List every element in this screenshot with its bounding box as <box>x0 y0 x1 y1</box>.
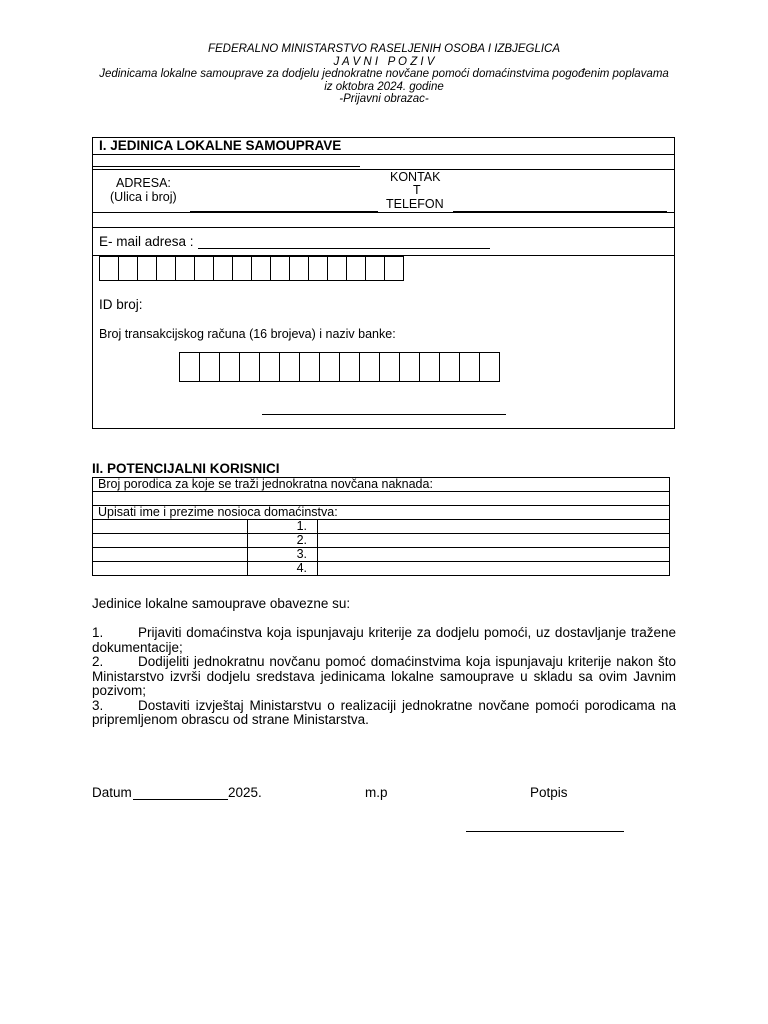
digit-box[interactable] <box>176 256 195 281</box>
holder-name-field[interactable] <box>318 520 670 534</box>
divider <box>93 227 674 228</box>
id-label: ID broj: <box>99 297 143 312</box>
bank-name-field[interactable] <box>262 414 506 415</box>
digit-box[interactable] <box>380 352 400 382</box>
table-cell[interactable] <box>93 562 248 576</box>
table-row <box>93 534 670 548</box>
digit-box[interactable] <box>195 256 214 281</box>
section2-title: II. POTENCIJALNI KORISNICI <box>92 461 280 476</box>
divider <box>93 169 674 170</box>
call-title: J A V N I P O Z I V <box>333 55 435 68</box>
digit-box[interactable] <box>180 352 200 382</box>
digit-box[interactable] <box>480 352 500 382</box>
digit-box[interactable] <box>440 352 460 382</box>
municipality-name-line[interactable] <box>93 166 360 167</box>
digit-box[interactable] <box>385 256 404 281</box>
subject-line-1: Jedinicama lokalne samouprave za dodjelu jednokratne novčane pomoći domaćinstvima pogođenim poplavama <box>99 68 669 80</box>
obligation-item: 2. Dodijeliti jednokratnu novčanu pomoć domaćinstvima koja ispunjavaju kriterije nakon što Ministarstvo izvrši dodjelu sredstava jedinicama lokalne samouprave u skladu sa ovim Javnim pozivom; <box>92 654 676 698</box>
obligations-intro: Jedinice lokalne samouprave obavezne su: <box>92 596 351 611</box>
digit-box[interactable] <box>328 256 347 281</box>
families-label: Broj porodica za koje se traži jednokratna novčana naknada: <box>93 478 670 492</box>
digit-box[interactable] <box>200 352 220 382</box>
phone-label: TELEFON <box>386 197 444 211</box>
digit-box[interactable] <box>290 256 309 281</box>
signature-label: Potpis <box>530 785 568 800</box>
divider <box>93 154 674 155</box>
holder-name-field[interactable] <box>318 534 670 548</box>
holder-name-field[interactable] <box>318 548 670 562</box>
digit-box[interactable] <box>233 256 252 281</box>
digit-box[interactable] <box>240 352 260 382</box>
obligation-item: 3. Dostaviti izvještaj Ministarstvu o realizaciji jednokratne novčane pomoći porodicama na pripremljenom obrascu od strane Ministarstva. <box>92 697 676 727</box>
section1-box <box>92 137 675 429</box>
digit-box[interactable] <box>347 256 366 281</box>
digit-box[interactable] <box>360 352 380 382</box>
contact-label: KONTAK <box>390 170 441 184</box>
row-number: 4. <box>248 562 318 576</box>
table-cell[interactable] <box>93 534 248 548</box>
digit-box[interactable] <box>420 352 440 382</box>
digit-box[interactable] <box>400 352 420 382</box>
table-row <box>93 520 670 534</box>
digit-box[interactable] <box>280 352 300 382</box>
digit-box[interactable] <box>260 352 280 382</box>
digit-box[interactable] <box>138 256 157 281</box>
row-number: 2. <box>248 534 318 548</box>
digit-box[interactable] <box>100 256 119 281</box>
table-row <box>93 562 670 576</box>
date-label: Datum <box>92 785 132 800</box>
id-number-boxes[interactable] <box>99 256 404 281</box>
account-label: Broj transakcijskog računa (16 brojeva) i naziv banke: <box>99 327 396 341</box>
date-field[interactable] <box>133 799 228 800</box>
digit-box[interactable] <box>340 352 360 382</box>
digit-box[interactable] <box>157 256 176 281</box>
families-count-field[interactable] <box>93 492 670 506</box>
form-name: -Prijavni obrazac- <box>339 93 429 105</box>
address-sublabel: (Ulica i broj) <box>110 190 177 204</box>
contact-label: T <box>413 183 421 197</box>
section1-title: I. JEDINICA LOKALNE SAMOUPRAVE <box>99 138 342 153</box>
obligation-item: 1. Prijaviti domaćinstva koja ispunjavaju kriterije za dodjelu pomoći, uz dostavljanje tražene dokumentacije; <box>92 625 676 655</box>
signature-field[interactable] <box>466 831 624 832</box>
digit-box[interactable] <box>366 256 385 281</box>
row-number: 3. <box>248 548 318 562</box>
table-cell[interactable] <box>93 548 248 562</box>
digit-box[interactable] <box>252 256 271 281</box>
year-label: 2025. <box>228 785 262 800</box>
divider <box>93 212 674 213</box>
obligations <box>92 597 676 728</box>
account-number-boxes[interactable] <box>179 352 500 382</box>
email-label: E- mail adresa : <box>99 234 194 249</box>
digit-box[interactable] <box>220 352 240 382</box>
seal-label: m.p <box>365 785 388 800</box>
address-label: ADRESA: <box>116 176 171 190</box>
row-number: 1. <box>248 520 318 534</box>
beneficiaries-table <box>92 477 670 576</box>
digit-box[interactable] <box>300 352 320 382</box>
digit-box[interactable] <box>271 256 290 281</box>
digit-box[interactable] <box>320 352 340 382</box>
table-row <box>93 548 670 562</box>
email-field[interactable] <box>198 248 490 249</box>
digit-box[interactable] <box>460 352 480 382</box>
holders-label: Upisati ime i prezime nosioca domaćinstva: <box>93 506 670 520</box>
subject-line-2: iz oktobra 2024. godine <box>324 80 444 93</box>
digit-box[interactable] <box>214 256 233 281</box>
ministry-name: FEDERALNO MINISTARSTVO RASELJENIH OSOBA I IZBJEGLICA <box>207 43 561 55</box>
table-cell[interactable] <box>93 520 248 534</box>
digit-box[interactable] <box>119 256 138 281</box>
digit-box[interactable] <box>309 256 328 281</box>
holder-name-field[interactable] <box>318 562 670 576</box>
document-header <box>0 43 768 106</box>
